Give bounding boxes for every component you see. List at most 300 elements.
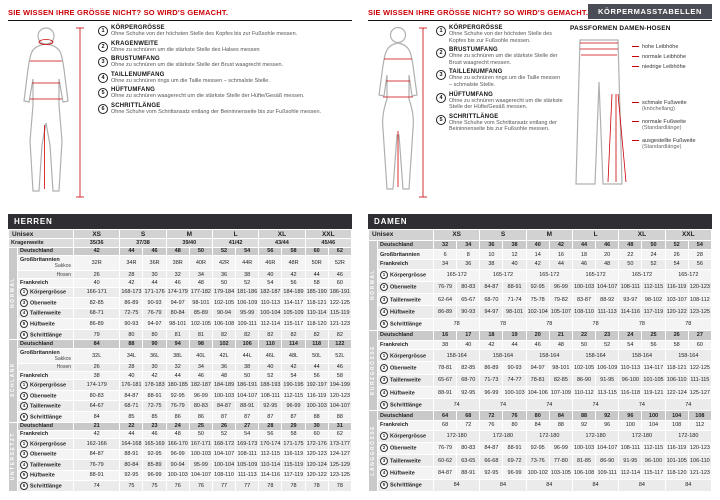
size-value-cell: 76-79 — [434, 281, 457, 293]
size-value-cell: 18 — [480, 330, 503, 340]
size-value-cell: 110-112 — [572, 386, 595, 398]
size-value-cell: 12 — [503, 250, 526, 260]
row-label: 6 Schrittlänge — [18, 481, 74, 492]
size-value-cell: 74 — [619, 399, 665, 411]
size-value-cell: 96-99 — [143, 470, 166, 481]
size-value-cell: 95-99 — [236, 308, 259, 319]
size-value-cell: 112-114 — [619, 467, 642, 479]
row-label: Deutschland — [378, 411, 434, 421]
size-value-cell: 84-87 — [74, 449, 120, 460]
size-value-cell: 72-75 — [120, 308, 143, 319]
size-value-cell: 116-119 — [305, 390, 328, 401]
row-label: Frankreich — [18, 372, 74, 380]
size-value-cell: 26 — [212, 422, 235, 430]
size-value-cell: 118-121 — [305, 298, 328, 309]
size-value-cell: 112-115 — [642, 281, 665, 293]
measure-number-ref: 5 — [380, 320, 388, 328]
size-value-cell: 105-109 — [236, 460, 259, 471]
size-value-cell: 60 — [688, 340, 711, 350]
row-label: Frankreich — [378, 340, 434, 350]
measure-description: Ohne zu schnüren waagerecht um die stärkste Stelle der Hüfte/Gesäß messen. — [111, 93, 305, 100]
size-value-cell: 42 — [282, 363, 305, 371]
size-value-cell: 90 — [143, 340, 166, 348]
size-value-cell: 120-122 — [305, 470, 328, 481]
size-value-cell: 68-71 — [120, 401, 143, 412]
size-value-cell: 98-101 — [503, 306, 526, 318]
size-value-cell: 104-107 — [328, 401, 351, 412]
size-value-cell: 23 — [596, 330, 619, 340]
size-value-cell: 158-164 — [619, 350, 665, 362]
size-value-cell: 52R — [328, 255, 351, 270]
size-value-cell: 158-164 — [526, 350, 572, 362]
size-value-cell: 44 — [305, 363, 328, 371]
size-value-cell: 171-175 — [282, 438, 305, 449]
size-value-cell: 71-74 — [503, 294, 526, 306]
size-value-cell: 20 — [526, 330, 549, 340]
size-value-cell: 74 — [434, 399, 480, 411]
size-value-cell: 96-99 — [282, 401, 305, 412]
size-value-cell: 22 — [619, 250, 642, 260]
size-value-cell: 48 — [596, 260, 619, 270]
size-value-cell: 172-180 — [526, 430, 572, 442]
measure-description: Ohne zu schnüren um die stärkste Stelle des Halses messen — [111, 46, 260, 53]
measure-number-ref: 2 — [380, 364, 388, 372]
measure-number-ref: 3 — [20, 299, 28, 307]
size-value-cell: 54 — [282, 372, 305, 380]
size-value-cell: 104 — [665, 411, 688, 421]
size-value-cell: 194-199 — [328, 380, 351, 391]
measure-description: Ohne Schuhe vom Schrittansatz entlang der Beininnenseite bis zur Fußsohle messen. — [449, 119, 557, 133]
row-label: 5 Hüftweite — [18, 470, 74, 481]
size-value-cell: 77-80 — [549, 455, 572, 467]
size-column-header: XL — [259, 230, 305, 239]
size-value-cell: 118 — [305, 340, 328, 348]
measure-label: HÜFTUMFANG — [111, 87, 155, 94]
measurement-item — [98, 41, 352, 54]
size-value-cell: 54 — [619, 340, 642, 350]
size-value-cell: 36 — [480, 240, 503, 250]
size-column-header: M — [166, 230, 212, 239]
size-value-cell: 117-119 — [642, 306, 665, 318]
women-measurement-list — [432, 25, 564, 136]
men-size-table-block — [8, 214, 352, 492]
size-value-cell: 112-114 — [259, 319, 282, 330]
row-label: 3 Oberweite — [18, 449, 74, 460]
size-value-cell: 121-123 — [688, 467, 711, 479]
size-value-cell: 21 — [549, 330, 572, 340]
measure-number-ref: 6 — [20, 482, 28, 490]
size-value-cell: 91-95 — [596, 374, 619, 386]
row-label: 2 Oberweite — [378, 362, 434, 374]
size-value-cell: 120-123 — [305, 449, 328, 460]
row-label: 4 Hüftweite — [378, 386, 434, 398]
size-value-cell: 100-103 — [572, 281, 595, 293]
size-value-cell: 100-103 — [503, 386, 526, 398]
measure-label: KRAGENWEITE — [111, 40, 159, 47]
size-value-cell: 60 — [305, 430, 328, 438]
size-value-cell: 115-119 — [328, 308, 351, 319]
measure-label: SCHRITTLÄNGE — [111, 102, 161, 109]
size-value-cell: 114-116 — [259, 470, 282, 481]
measure-number-ref: 3 — [20, 392, 28, 400]
measure-label: BRUSTUMFANG — [111, 56, 160, 63]
group-label: KURZGRÖSSE — [369, 330, 378, 411]
size-value-cell: 85-89 — [189, 308, 212, 319]
size-value-cell: 174-179 — [166, 287, 189, 298]
size-value-cell: 28 — [688, 250, 711, 260]
size-value-cell: 172-180 — [572, 430, 618, 442]
size-value-cell: 40 — [259, 363, 282, 371]
size-value-cell: 68-70 — [457, 374, 480, 386]
size-value-cell: 120-122 — [665, 306, 688, 318]
size-value-cell: 26 — [74, 271, 120, 279]
measure-number-ref: 4 — [20, 461, 28, 469]
size-value-cell: 108-111 — [619, 281, 642, 293]
size-value-cell: 35/36 — [74, 239, 120, 247]
size-value-cell: 42 — [526, 260, 549, 270]
size-value-cell: 166-171 — [74, 287, 120, 298]
size-value-cell: 32 — [166, 271, 189, 279]
size-value-cell: 34R — [120, 255, 143, 270]
size-value-cell: 54 — [259, 279, 282, 287]
size-value-cell: 78 — [572, 318, 618, 330]
measure-label: TAILLENUMFANG — [449, 69, 503, 76]
row-label: 3 Taillenweite — [378, 374, 434, 386]
size-value-cell: 158-164 — [572, 350, 618, 362]
size-value-cell: 50L — [305, 348, 328, 363]
measure-number-ref: 1 — [20, 440, 28, 448]
size-value-cell: 58 — [328, 372, 351, 380]
size-value-cell: 92-95 — [457, 386, 480, 398]
row-label: Deutschland — [378, 240, 434, 250]
size-value-cell: 17 — [457, 330, 480, 340]
size-value-cell: 165-169 — [143, 438, 166, 449]
measure-description: Ohne Schuhe vom Schrittansatz entlang der Beininnenseite bis zur Fußsohle messen. — [111, 108, 322, 115]
size-value-cell: 84 — [665, 479, 711, 491]
measure-number-badge: 2 — [98, 42, 108, 52]
size-tables-section — [8, 214, 712, 492]
row-label: 1 Körpergrösse — [18, 287, 74, 298]
size-value-cell: 81 — [189, 329, 212, 340]
size-value-cell: 56 — [282, 279, 305, 287]
size-value-cell: 100 — [619, 421, 642, 431]
size-value-cell: 73-76 — [526, 455, 549, 467]
size-value-cell: 28 — [120, 271, 143, 279]
size-value-cell: 42 — [282, 271, 305, 279]
size-value-cell: 60 — [305, 247, 328, 255]
measurement-item — [98, 87, 352, 100]
size-column-header: XS — [434, 230, 480, 241]
size-value-cell: 176-181 — [120, 380, 143, 391]
measure-number-badge: 4 — [436, 93, 446, 103]
measure-label: BRUSTUMFANG — [449, 47, 498, 54]
size-value-cell: 64 — [434, 411, 457, 421]
size-value-cell: 60-62 — [434, 455, 457, 467]
size-value-cell: 44 — [120, 430, 143, 438]
size-value-cell: 84 — [526, 479, 572, 491]
size-value-cell: 111-113 — [236, 470, 259, 481]
size-value-cell: 88-91 — [503, 442, 526, 454]
size-value-cell: 8 — [457, 250, 480, 260]
size-value-cell: 100-103 — [212, 390, 235, 401]
size-value-cell: 68 — [434, 421, 457, 431]
size-value-cell: 92 — [572, 421, 595, 431]
size-value-cell: 112-115 — [642, 442, 665, 454]
size-value-cell: 98 — [189, 340, 212, 348]
size-value-cell: 50 — [189, 430, 212, 438]
size-value-cell: 168-172 — [212, 438, 235, 449]
size-value-cell: 88 — [328, 411, 351, 422]
size-value-cell: 96-99 — [189, 390, 212, 401]
size-value-cell: 186-191 — [328, 287, 351, 298]
size-value-cell: 42 — [74, 247, 120, 255]
size-value-cell: 10 — [480, 250, 503, 260]
size-value-cell: 84 — [619, 479, 665, 491]
size-value-cell: 170-174 — [259, 438, 282, 449]
size-value-cell: 87 — [259, 411, 282, 422]
size-value-cell: 50 — [619, 260, 642, 270]
size-value-cell: 78 — [526, 318, 572, 330]
size-value-cell: 90-94 — [166, 460, 189, 471]
size-value-cell: 172-176 — [305, 438, 328, 449]
size-value-cell: 48 — [619, 240, 642, 250]
row-label: 1 Körpergrösse — [378, 269, 434, 281]
size-value-cell: 165-172 — [480, 269, 526, 281]
size-value-cell: 104-107 — [596, 281, 619, 293]
men-measurement-panel — [8, 6, 352, 210]
size-value-cell: 114-117 — [642, 362, 665, 374]
size-value-cell: 44 — [305, 271, 328, 279]
size-value-cell: 172-180 — [480, 430, 526, 442]
size-value-cell: 38 — [480, 260, 503, 270]
size-value-cell: 88-92 — [596, 294, 619, 306]
size-value-cell: 76-79 — [434, 442, 457, 454]
size-value-cell: 21 — [74, 422, 120, 430]
size-value-cell: 118-120 — [665, 467, 688, 479]
size-value-cell: 48 — [549, 340, 572, 350]
size-column-header: XXL — [665, 230, 711, 241]
size-value-cell: 102-105 — [212, 298, 235, 309]
size-value-cell: 109-111 — [596, 467, 619, 479]
size-value-cell: 106-108 — [572, 467, 595, 479]
group-label: SCHLANK — [9, 340, 18, 422]
size-value-cell: 112-115 — [259, 449, 282, 460]
size-column-header: S — [120, 230, 166, 239]
size-column-header: XS — [74, 230, 120, 239]
size-value-cell: 110-113 — [619, 362, 642, 374]
size-value-cell: 44R — [236, 255, 259, 270]
size-value-cell: 28 — [120, 363, 143, 371]
size-value-cell: 52L — [328, 348, 351, 363]
size-value-cell: 44 — [549, 260, 572, 270]
size-value-cell: 87 — [212, 411, 235, 422]
size-value-cell: 60 — [328, 279, 351, 287]
size-value-cell: 44 — [503, 340, 526, 350]
size-value-cell: 80-83 — [74, 390, 120, 401]
size-value-cell: 101-105 — [642, 374, 665, 386]
measure-number-ref: 3 — [380, 457, 388, 465]
size-value-cell: 42R — [212, 255, 235, 270]
measure-number-ref: 1 — [380, 271, 388, 279]
size-value-cell: 172-180 — [665, 430, 711, 442]
size-value-cell: 182-187 — [189, 380, 212, 391]
size-value-cell: 71-73 — [480, 374, 503, 386]
row-label: 1 Körpergrösse — [18, 438, 74, 449]
female-figure-diagram — [368, 25, 432, 203]
size-value-cell: 173-177 — [328, 438, 351, 449]
measure-label: HÜFTUMFANG — [449, 91, 493, 98]
size-value-cell: 111-113 — [596, 306, 619, 318]
size-value-cell: 36 — [457, 260, 480, 270]
pants-fit-diagram — [570, 34, 628, 192]
size-value-cell: 120-124 — [305, 460, 328, 471]
size-value-cell: 118-121 — [665, 362, 688, 374]
size-value-cell: 54 — [688, 240, 711, 250]
size-value-cell: 86-90 — [572, 374, 595, 386]
size-value-cell: 88-91 — [120, 449, 143, 460]
size-value-cell: 24 — [642, 250, 665, 260]
size-value-cell: 118-120 — [305, 319, 328, 330]
size-value-cell: 94-97 — [480, 306, 503, 318]
size-value-cell: 40L — [189, 348, 212, 363]
size-value-cell: 78 — [305, 481, 328, 492]
size-value-cell: 75-78 — [526, 294, 549, 306]
size-value-cell: 44L — [236, 348, 259, 363]
size-value-cell: 46 — [596, 240, 619, 250]
row-label: Frankreich — [378, 421, 434, 431]
size-value-cell: 42L — [212, 348, 235, 363]
size-value-cell: 26 — [665, 250, 688, 260]
size-value-cell: 182-187 — [259, 287, 282, 298]
size-value-cell: 42 — [480, 340, 503, 350]
measure-number-ref: 5 — [380, 401, 388, 409]
size-value-cell: 102-105 — [189, 319, 212, 330]
size-value-cell: 95-99 — [189, 460, 212, 471]
size-value-cell: 98-101 — [166, 319, 189, 330]
measure-number-ref: 4 — [380, 308, 388, 316]
size-value-cell: 84 — [74, 411, 120, 422]
size-value-cell: 114-117 — [282, 298, 305, 309]
size-value-cell: 82 — [282, 329, 305, 340]
size-value-cell: 108-111 — [259, 390, 282, 401]
size-value-cell: 114-116 — [619, 306, 642, 318]
size-value-cell: 42 — [74, 430, 120, 438]
size-value-cell: 22 — [572, 330, 595, 340]
size-value-cell: 165-172 — [665, 269, 711, 281]
size-value-cell: 82 — [305, 329, 328, 340]
size-value-cell: 88-91 — [236, 401, 259, 412]
size-value-cell: 119-121 — [642, 386, 665, 398]
size-value-cell: 92 — [596, 411, 619, 421]
size-value-cell: 16 — [549, 250, 572, 260]
size-column-header: XL — [619, 230, 665, 241]
size-value-cell: 110-114 — [305, 308, 328, 319]
fussweite-labels — [632, 100, 696, 150]
measure-number-badge: 4 — [98, 73, 108, 83]
size-value-cell: 158-164 — [665, 350, 711, 362]
size-value-cell: 19 — [503, 330, 526, 340]
size-value-cell: 48L — [282, 348, 305, 363]
size-value-cell: 96 — [619, 411, 642, 421]
size-value-cell: 168-173 — [120, 287, 143, 298]
size-value-cell: 38 — [236, 363, 259, 371]
size-value-cell: 120-123 — [688, 281, 711, 293]
size-value-cell: 42 — [549, 240, 572, 250]
size-value-cell: 88 — [120, 340, 143, 348]
size-value-cell: 80 — [120, 329, 143, 340]
size-value-cell: 85 — [143, 411, 166, 422]
size-value-cell: 62 — [328, 247, 351, 255]
size-value-cell: 106-110 — [665, 374, 688, 386]
size-value-cell: 88-91 — [434, 386, 457, 398]
size-value-cell: 56 — [259, 247, 282, 255]
leibhoehe-label: normale Leibhöhe — [632, 54, 696, 60]
size-value-cell: 40R — [189, 255, 212, 270]
men-table-title: HERREN — [8, 214, 352, 229]
size-value-cell: 6 — [434, 250, 457, 260]
row-label: Deutschland — [18, 340, 74, 348]
row-label: Großbritannien Sakkos — [18, 348, 74, 363]
row-label: 1 Körpergrösse — [18, 380, 74, 391]
size-value-cell: 36 — [212, 271, 235, 279]
size-value-cell: 16 — [434, 330, 457, 340]
size-value-cell: 108-111 — [619, 442, 642, 454]
size-value-cell: 102 — [212, 340, 235, 348]
size-value-cell: 116-118 — [619, 386, 642, 398]
size-value-cell: 79-82 — [549, 294, 572, 306]
size-value-cell: 48R — [282, 255, 305, 270]
row-label: 3 Oberweite — [18, 298, 74, 309]
size-value-cell: 106-108 — [212, 319, 235, 330]
size-value-cell: 74-77 — [503, 374, 526, 386]
row-label: 5 Schrittlänge — [378, 318, 434, 330]
size-value-cell: 40 — [526, 240, 549, 250]
size-value-cell: 40 — [457, 340, 480, 350]
size-value-cell: 96-99 — [549, 442, 572, 454]
size-value-cell: 65-67 — [457, 294, 480, 306]
row-label: 5 Hüftweite — [18, 319, 74, 330]
size-value-cell: 100-102 — [526, 467, 549, 479]
size-value-cell: 83-87 — [572, 294, 595, 306]
size-value-cell: 22 — [120, 422, 143, 430]
size-value-cell: 100 — [642, 411, 665, 421]
size-value-cell: 88-91 — [74, 470, 120, 481]
male-figure-diagram — [8, 25, 94, 203]
size-value-cell: 26 — [74, 363, 120, 371]
size-value-cell: 98-101 — [189, 298, 212, 309]
size-value-cell: 76 — [189, 481, 212, 492]
size-value-cell: 90-93 — [120, 319, 143, 330]
size-value-cell: 40 — [120, 372, 143, 380]
group-label: UNTERSETZT — [9, 422, 18, 491]
size-value-cell: 80-83 — [457, 281, 480, 293]
size-value-cell: 58 — [282, 247, 305, 255]
row-label: 3 Taillenweite — [378, 294, 434, 306]
size-value-cell: 38L — [166, 348, 189, 363]
size-value-cell: 84-87 — [480, 281, 503, 293]
size-value-cell: 123-125 — [328, 470, 351, 481]
size-value-cell: 58 — [305, 279, 328, 287]
size-column-header: L — [212, 230, 258, 239]
size-value-cell: 86-89 — [120, 298, 143, 309]
size-value-cell: 77 — [236, 481, 259, 492]
size-value-cell: 46 — [143, 247, 166, 255]
size-value-cell: 87 — [236, 411, 259, 422]
size-value-cell: 18 — [572, 250, 595, 260]
size-value-cell: 48 — [212, 372, 235, 380]
size-value-cell: 46 — [328, 363, 351, 371]
size-value-cell: 52 — [259, 372, 282, 380]
